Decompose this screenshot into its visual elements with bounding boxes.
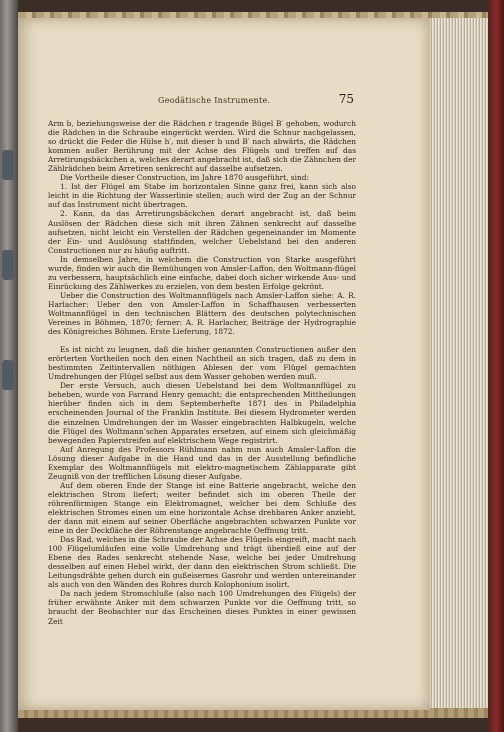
- paragraph: 2. Kann, da das Arretirungsbäckchen derart angebracht ist, daß beim Auslösen der Rädchen diese sich mit ihren Zähnen senkrecht auf dasselbe aufsetzen, nicht leicht ein Verstellen der Rädchen gegeneinander im Momente der Ein- und Auslösung stattfinden, welcher Uebelstand bei den anderen Constructionen nur zu häufig auftritt.: [48, 209, 356, 255]
- running-head: Geodätische Instrumente.: [158, 96, 271, 105]
- paragraph: Der erste Versuch, auch diesen Uebelstand bei dem Woltmannflügel zu beheben, wurde von Farrand Henry gemacht; die entsprechenden Mittheilungen hierüber finden sich in dem Septemberhefte 1871 des in Philadelphia erscheinenden Journal of the Franklin Institute. Bei diesem Hydrometer werden die einzelnen Umdrehungen der im Wasser eingebrachten Halbkugeln, welche die Flügel des Woltmann’schen Apparates ersetzen, auf einem sich gleichmäßig bewegenden Papierstreifen auf elektrischem Wege registrirt.: [48, 381, 356, 445]
- binding-tab: [2, 360, 14, 390]
- page-stack-edge: [430, 18, 488, 714]
- paragraph: 1. Ist der Flügel am Stabe im horizontalen Sinne ganz frei, kann sich also leicht in die Richtung der Wasserlinie stellen; auch wird der Zug an der Schnur auf das Instrument nicht übertragen.: [48, 182, 356, 210]
- paragraph: Die Vortheile dieser Construction, im Jahre 1870 ausgeführt, sind:: [60, 173, 309, 183]
- binding-tab: [2, 150, 14, 180]
- paragraph: Da nach jedem Stromschluße (also nach 100 Umdrehungen des Flügels) der früher erwähnte Anker mit dem schwarzen Punkte vor die Oeffnung tritt, so braucht der Beobachter nur das Erscheinen dieses Punktes in einer gewissen Zeit: [48, 589, 356, 626]
- left-binding: [0, 0, 18, 732]
- paragraph: Auf Anregung des Professors Rühlmann nahm nun auch Amsler-Laffon die Lösung dieser Aufgabe in die Hand und das in der Ausstellung befindliche Exemplar des Woltmannflügels mit elektro-magnetischem Zählapparate gibt Zeugniß von der trefflichen Lösung dieser Aufgabe.: [48, 444, 356, 481]
- paragraph: Arm b, beziehungsweise der die Rädchen r tragende Bügel B′ gehoben, wodurch die Rädchen in die Schraube eingerückt werden. Wird die Schnur nachgelassen, so drückt die Feder die Hülse h′, mit dieser b und B′ nach abwärts, die Rädchen kommen außer Berührung mit der Achse des Flügels und treffen auf das Arretirungsbäckchen a, welches derart angebracht ist, daß sich die Zähnchen der Zählrädchen beim Arretiren senkrecht auf dasselbe aufsetzen.: [48, 119, 357, 174]
- paragraph: Das Rad, welches in die Schraube der Achse des Flügels eingreift, macht nach 100 Flügelumläufen eine volle Umdrehung und trägt überdieß eine auf der Ebene des Rades senkrecht stehende Nase, welche bei jeder Umdrehung desselben auf einen Hebel wirkt, der dann den elektrischen Strom schließt. Die Leitungsdrähte gehen durch ein gußeisernes Gasrohr und werden untereinander als auch von den Wänden des Rohres durch Kolophonium isolirt.: [48, 535, 356, 590]
- book-spine: [488, 0, 504, 732]
- paragraph: Auf dem oberen Ende der Stange ist eine Batterie angebracht, welche den elektrischen Strom liefert; weiter befindet sich im oberen Theile der röhrenförmigen Stange ein Elektromagnet, welcher bei dem Schluße des elektrischen Stromes einen um eine horizontale Achse drehbaren Anker anzieht, der dann mit einem auf seiner Oberfläche angebrachten schwarzen Punkte vor eine in der Deckfläche der Röhrenstange angebrachte Oeffnung tritt.: [48, 480, 356, 536]
- binding-tab: [2, 250, 14, 280]
- page-number: 75: [338, 92, 354, 106]
- paragraph: In demselben Jahre, in welchem die Construction von Starke ausgeführt wurde, finden wir auch die Bemühungen von Amsler-Laffon, den Woltmann-flügel zu verbessern, hauptsächlich eine einfache, dabei doch sicher wirkende Aus- und Einrückung des Zählwerkes zu erzielen, von dem besten Erfolge gekrönt.: [48, 254, 356, 291]
- page-header: [158, 92, 354, 108]
- page-body: [48, 119, 356, 626]
- paragraph: Es ist nicht zu leugnen, daß die bisher genannten Constructionen außer den erörterten Vortheilen noch den einen Nachtheil an sich tragen, daß zu dem in bestimmten Zeitintervallen nöthigen Ablesen der vom Flügel gemachten Umdrehungen der Flügel selbst aus dem Wasser gehoben werden muß.: [48, 345, 356, 382]
- paragraph: Ueber die Construction des Woltmannflügels nach Amsler-Laffon siehe: A. R. Harlacher: Ueber den von Amsler-Laffon in Schaffhausen verbesserten Woltmannflügel in den technischen Blättern des deutschen polytechnischen Vereines in Böhmen, 1870; ferner: A. R. Harlacher, Beiträge der Hydrographie des Königreiches Böhmen. Erste Lieferung, 1872.: [48, 290, 356, 337]
